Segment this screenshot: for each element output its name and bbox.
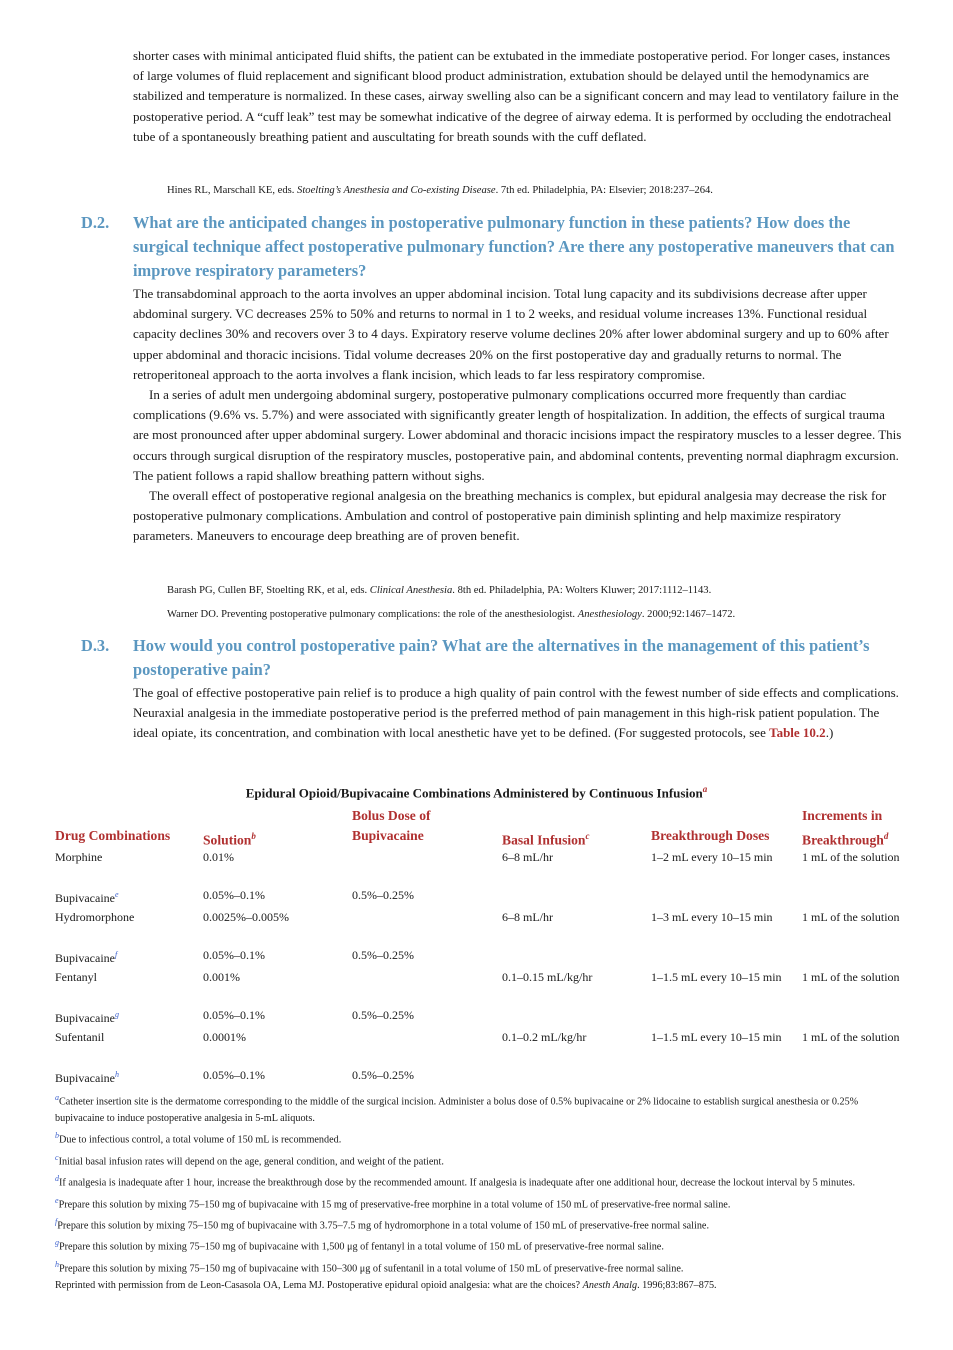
header-increments-line2: Breakthrough$^d$ [802,831,889,848]
reference-warner: Warner DO. Preventing postoperative pulmonary complications: the role of the anesthesiologist. Anesthesiology. 2000;92:1467–1472. [167,609,736,620]
footnote-b: $^b$Due to infectious control, a total volume of 150 mL is recommended. [55,1131,342,1146]
table-cell-increments: 1 mL of the solution [802,910,900,924]
table-cell-solution: 0.0025%–0.005% [203,910,289,924]
table-cell-drug: Morphine [55,850,103,864]
d2-paragraph-2: In a series of adult men undergoing abdominal surgery, postoperative pulmonary complications occurred more frequently than cardiac complications (9.6% vs. 5.7%) and were associated with significantly greater length of hospitalization. In addition, the effects of surgical trauma are most pronounced after upper abdominal surgery. Lower abdominal and thoracic incisions impact the respiratory muscles to a lesser degree. This occurs through surgical disruption of the respiratory muscles, postoperative pain, and abdominal contents, preventing normal diaphragm excursion. The patient follows a rapid shallow breathing pattern without sighs. [133,387,902,483]
question-number-d3: D.3. [81,636,110,655]
footnote-e: $^e$Prepare this solution by mixing 75–150 mg of bupivacaine with 15 mg of preservative-free morphine in a total volume of 150 mL of preservative-free normal saline. [55,1195,731,1210]
table-cell-bup-bolus: 0.5%–0.25% [352,1008,414,1022]
question-heading-d3: How would you control postoperative pain? What are the alternatives in the management of this patient’s postoperative pain? [133,636,870,679]
header-increments-line1: Increments in [802,808,883,823]
intro-text: shorter cases with minimal anticipated fluid shifts, the patient can be extubated in the immediate postoperative period. For longer cases, instances of large volumes of fluid replacement and significant blood product administration, extubation should be delayed until the hemodynamics are stabilized and temperature is normalized. In these cases, airway swelling also can be a significant concern and may lead to ventilatory failure in the postoperative period. A “cuff leak” test may be somewhat indicative of the degree of airway edema. It is performed by occluding the endotracheal tube of a spontaneously breathing patient and auscultating for breath sounds with the cuff deflated. [133,48,899,144]
table-cell-solution: 0.0001% [203,1030,246,1044]
question-number-d2: D.2. [81,213,110,232]
table-cell-increments: 1 mL of the solution [802,970,900,984]
d2-paragraph-3: The overall effect of postoperative regional analgesia on the breathing mechanics is complex, but epidural analgesia may decrease the risk for postoperative pulmonary complications. Ambulation and control of postoperative pain diminish splinting and help maximize respiratory parameters. Maneuvers to encourage deep breathing are of proven benefit. [133,488,887,544]
reference-hines: Hines RL, Marschall KE, eds. Stoelting’s Anesthesia and Co-existing Disease. 7th ed. Philadelphia, PA: Elsevier; 2018:237–264. [167,185,713,196]
table-cell-bup-bolus: 0.5%–0.25% [352,1068,414,1082]
d3-answer [133,683,903,744]
table-cell-bupivacaine: Bupivacaine$^e$ [55,890,119,905]
table-cell-basal: 0.1–0.2 mL/kg/hr [502,1030,587,1044]
table-credit: Reprinted with permission from de Leon-Casasola OA, Lema MJ. Postoperative epidural opioid analgesia: what are the choices? Anesth Analg. 1996;83:867–875. [55,1280,717,1292]
d2-paragraph-1: The transabdominal approach to the aorta involves an upper abdominal incision. Total lung capacity and its subdivisions decrease after upper abdominal surgery. VC decreases 25% to 50% and returns to normal in 1 to 2 weeks, and residual volume increases 13%. Functional residual capacity declines 30% and recovers over 3 to 4 days. Expiratory reserve volume declines 20% after lower abdominal surgery and up to 60% after upper abdominal and thoracic incisions. Tidal volume decreases 20% on the first postoperative day and gradually returns to normal. The retroperitoneal approach to the aorta involves a flank incision, which leads to far less respiratory compromise. [133,286,889,382]
header-drug-combinations: Drug Combinations [55,828,171,843]
table-cell-bup-solution: 0.05%–0.1% [203,888,265,902]
table-cell-basal: 0.1–0.15 mL/kg/hr [502,970,593,984]
table-cell-drug: Sufentanil [55,1030,105,1044]
table-cell-increments: 1 mL of the solution [802,1030,900,1044]
table-cell-solution: 0.01% [203,850,234,864]
table-cell-bup-bolus: 0.5%–0.25% [352,948,414,962]
header-bolus-line2: Bupivacaine [352,828,424,843]
header-solution: Solution$^b$ [203,831,256,848]
header-breakthrough-doses: Breakthrough Doses [651,828,770,843]
table-cell-increments: 1 mL of the solution [802,850,900,864]
intro-paragraph [133,46,903,147]
table-footnotes [55,1089,890,1294]
footnote-d: $^d$If analgesia is inadequate after 1 hour, increase the breakthrough dose by the recommended amount. If analgesia is inadequate after one additional hour, decrease the lockout interval by 5 minutes. [55,1174,856,1189]
footnote-c: $^c$Initial basal infusion rates will depend on the age, general condition, and weight of the patient. [55,1152,444,1168]
table-cell-drug: Fentanyl [55,970,97,984]
table-cell-bupivacaine: Bupivacaine$^h$ [55,1070,119,1085]
footnote-a: $^a$Catheter insertion site is the dermatome corresponding to the middle of the surgical incision. Administer a bolus dose of 0.5% bupivacaine or 2% lidocaine to establish surgical anesthesia or 0.25% bupivacaine to induce postoperative analgesia in 5-mL aliquots. [55,1093,859,1125]
d2-answer [133,284,903,547]
table-title: Epidural Opioid/Bupivacaine Combinations Administered by Continuous Infusion$^a$ [245,784,708,801]
question-heading-d2: What are the anticipated changes in postoperative pulmonary function in these patients? How does the surgical technique affect postoperative pulmonary function? Are there any postoperative maneuvers that can improve respiratory parameters? [133,213,895,280]
table-cell-solution: 0.001% [203,970,240,984]
footnote-f: $^f$Prepare this solution by mixing 75–150 mg of bupivacaine with 3.75–7.5 mg of hydromorphone in a total volume of 150 mL of preservative-free normal saline. [55,1216,710,1232]
header-bolus-line1: Bolus Dose of [352,808,431,823]
table-cell-bup-solution: 0.05%–0.1% [203,948,265,962]
table-link[interactable]: Table 10.2 [769,725,826,741]
table-cell-breakthrough: 1–1.5 mL every 10–15 min [651,1030,782,1044]
d3-paragraph-1: The goal of effective postoperative pain relief is to produce a high quality of pain control with the fewest number of side effects and complications. Neuraxial analgesia in the immediate postoperative period is the preferred method of pain management in this high-risk patient population. The ideal opiate, its concentration, and combination with local anesthetic have yet to be defined. (For suggested protocols, see Table 10.2.) [133,685,899,741]
table-cell-drug: Hydromorphone [55,910,135,924]
table-cell-bup-bolus: 0.5%–0.25% [352,888,414,902]
table-cell-bupivacaine: Bupivacaine$^f$ [55,950,118,965]
table-cell-breakthrough: 1–2 mL every 10–15 min [651,850,773,864]
table-cell-bup-solution: 0.05%–0.1% [203,1068,265,1082]
table-cell-breakthrough: 1–1.5 mL every 10–15 min [651,970,782,984]
footnote-h: $^h$Prepare this solution by mixing 75–150 mg of bupivacaine with 150–300 μg of sufentanil in a total volume of 150 mL of preservative-free normal saline. [55,1259,684,1275]
header-basal-infusion: Basal Infusion$^c$ [502,831,590,848]
table-cell-bupivacaine: Bupivacaine$^g$ [55,1010,119,1025]
reference-barash: Barash PG, Cullen BF, Stoelting RK, et al, eds. Clinical Anesthesia. 8th ed. Philadelphia, PA: Wolters Kluwer; 2017:1112–1143. [167,585,712,596]
table-cell-basal: 6–8 mL/hr [502,850,553,864]
footnote-g: $^g$Prepare this solution by mixing 75–150 mg of bupivacaine with 1,500 μg of fentanyl in a total volume of 150 mL of preservative-free normal saline. [55,1238,664,1253]
table-cell-basal: 6–8 mL/hr [502,910,553,924]
table-cell-breakthrough: 1–3 mL every 10–15 min [651,910,773,924]
table-cell-bup-solution: 0.05%–0.1% [203,1008,265,1022]
